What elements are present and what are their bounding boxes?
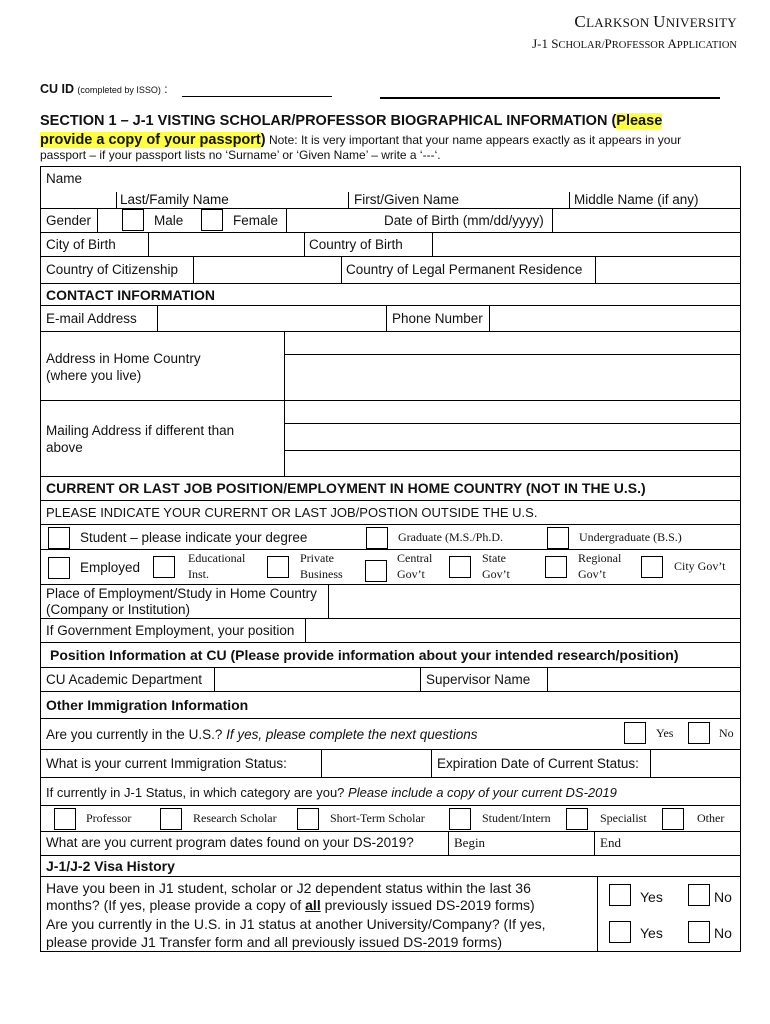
home-address-label: Address in Home Country (46, 351, 201, 366)
regional-sublabel: Gov’t (578, 567, 606, 581)
private-sublabel: Business (300, 567, 343, 581)
regional-label: Regional (578, 551, 622, 565)
first-name-label: First/Given Name (354, 192, 460, 207)
city-of-birth-label: City of Birth (46, 237, 116, 252)
central-sublabel: Gov’t (397, 567, 425, 581)
residence-label: Country of Legal Permanent Residence (346, 262, 583, 277)
professor-label: Professor (86, 811, 132, 825)
phone-label: Phone Number (392, 311, 483, 326)
research-scholar-checkbox[interactable] (160, 808, 182, 830)
visa-q1-no-checkbox[interactable] (688, 884, 710, 906)
citizenship-label: Country of Citizenship (46, 262, 179, 277)
city-gov-label: City Gov’t (674, 559, 726, 573)
educational-label: Educational (188, 551, 246, 565)
department-label: CU Academic Department (46, 672, 203, 687)
professor-checkbox[interactable] (54, 808, 76, 830)
gender-label: Gender (46, 213, 92, 228)
cuid-input-line[interactable] (182, 96, 332, 97)
specialist-label: Specialist (600, 811, 647, 825)
visa-q1-yes-label: Yes (640, 889, 663, 905)
visa-q1-yes-checkbox[interactable] (609, 884, 631, 906)
visa-q1-line1: Have you been in J1 student, scholar or J2 dependent status within the last 36 (46, 880, 531, 896)
private-label: Private (300, 551, 334, 565)
in-us-question: Are you currently in the U.S.? If yes, please complete the next questions (46, 727, 478, 742)
male-label: Male (154, 213, 184, 228)
visa-q2-yes-label: Yes (640, 925, 663, 941)
immigration-status-label: What is your current Immigration Status: (46, 756, 287, 771)
visa-q2-line2: please provide J1 Transfer form and all previously issued DS-2019 forms) (46, 934, 502, 950)
visa-q2-no-checkbox[interactable] (688, 921, 710, 943)
employed-label: Employed (80, 560, 141, 575)
visa-q2-yes-checkbox[interactable] (609, 921, 631, 943)
j1-category-question: If currently in J-1 Status, in which category are you? Please include a copy of your current DS-2019 (46, 785, 617, 800)
position-heading: Position Information at CU (Please provide information about your intended research/position) (50, 647, 679, 663)
state-checkbox[interactable] (449, 556, 471, 578)
male-checkbox[interactable] (122, 209, 144, 231)
short-term-label: Short-Term Scholar (330, 811, 425, 825)
other-label: Other (697, 811, 725, 825)
in-us-no-checkbox[interactable] (688, 722, 710, 744)
expiration-label: Expiration Date of Current Status: (437, 756, 639, 771)
central-checkbox[interactable] (365, 560, 387, 582)
visa-q2-line1: Are you currently in the U.S. in J1 status at another University/Company? (If yes, (46, 916, 546, 932)
female-checkbox[interactable] (201, 209, 223, 231)
job-heading: CURRENT OR LAST JOB POSITION/EMPLOYMENT IN HOME COUNTRY (NOT IN THE U.S.) (46, 480, 646, 496)
city-gov-checkbox[interactable] (641, 556, 663, 578)
female-label: Female (233, 213, 279, 228)
mailing-address-label: Mailing Address if different than (46, 423, 235, 438)
name-label: Name (46, 171, 83, 186)
contact-heading: CONTACT INFORMATION (46, 287, 216, 303)
gov-position-label: If Government Employment, your position (46, 623, 295, 638)
header-rule (380, 97, 720, 99)
educational-checkbox[interactable] (153, 556, 175, 578)
short-term-checkbox[interactable] (297, 808, 319, 830)
in-us-no-label: No (719, 726, 734, 740)
in-us-yes-checkbox[interactable] (624, 722, 646, 744)
student-checkbox[interactable] (48, 527, 70, 549)
visa-q1-no-label: No (714, 889, 732, 905)
university-name: CLARKSON UNIVERSITY (574, 12, 737, 31)
regional-checkbox[interactable] (545, 556, 567, 578)
employed-checkbox[interactable] (48, 557, 70, 579)
undergraduate-label: Undergraduate (B.S.) (579, 530, 682, 544)
graduate-label: Graduate (M.S./Ph.D. (398, 530, 503, 544)
country-of-birth-label: Country of Birth (309, 237, 403, 252)
undergraduate-checkbox[interactable] (547, 527, 569, 549)
central-label: Central (397, 551, 433, 565)
visa-q2-no-label: No (714, 925, 732, 941)
middle-name-label: Middle Name (if any) (574, 192, 699, 207)
home-address-sublabel: (where you live) (46, 368, 142, 383)
end-label: End (600, 835, 621, 850)
place-label: Place of Employment/Study in Home Country (46, 586, 317, 601)
supervisor-label: Supervisor Name (426, 672, 531, 687)
private-checkbox[interactable] (267, 556, 289, 578)
state-label: State (482, 551, 506, 565)
student-intern-checkbox[interactable] (449, 808, 471, 830)
place-sublabel: (Company or Institution) (46, 602, 191, 617)
form-title: J-1 SCHOLAR/PROFESSOR APPLICATION (532, 36, 737, 51)
visa-history-heading: J-1/J-2 Visa History (46, 858, 175, 874)
state-sublabel: Gov’t (482, 567, 510, 581)
graduate-checkbox[interactable] (366, 527, 388, 549)
section1-note: passport – if your passport lists no ‘Surname’ or ‘Given Name’ – write a ‘---‘. (40, 148, 441, 162)
in-us-yes-label: Yes (656, 726, 674, 740)
job-indicate-label: PLEASE INDICATE YOUR CURERNT OR LAST JOB/POSTION OUTSIDE THE U.S. (46, 505, 538, 520)
specialist-checkbox[interactable] (566, 808, 588, 830)
begin-label: Begin (454, 835, 486, 850)
student-label: Student – please indicate your degree (80, 530, 308, 545)
student-intern-label: Student/Intern (482, 811, 551, 825)
last-name-label: Last/Family Name (120, 192, 229, 207)
visa-q1-line2: months? (If yes, please provide a copy of all previously issued DS-2019 forms) (46, 897, 535, 913)
mailing-address-sublabel: above (46, 440, 83, 455)
immigration-heading: Other Immigration Information (46, 697, 249, 713)
cuid-label: CU ID (completed by ISSO) : (40, 82, 168, 96)
educational-sublabel: Inst. (188, 567, 209, 581)
program-dates-label: What are you current program dates found on your DS-2019? (46, 835, 414, 850)
research-scholar-label: Research Scholar (193, 811, 277, 825)
dob-label: Date of Birth (mm/dd/yyyy) (384, 213, 544, 228)
email-label: E-mail Address (46, 311, 137, 326)
other-checkbox[interactable] (662, 808, 684, 830)
section1-title: SECTION 1 – J-1 VISTING SCHOLAR/PROFESSOR BIOGRAPHICAL INFORMATION (Please provide a copy of your passport) Note: It is very important that your name appears exactly as it appears in your (40, 113, 682, 148)
